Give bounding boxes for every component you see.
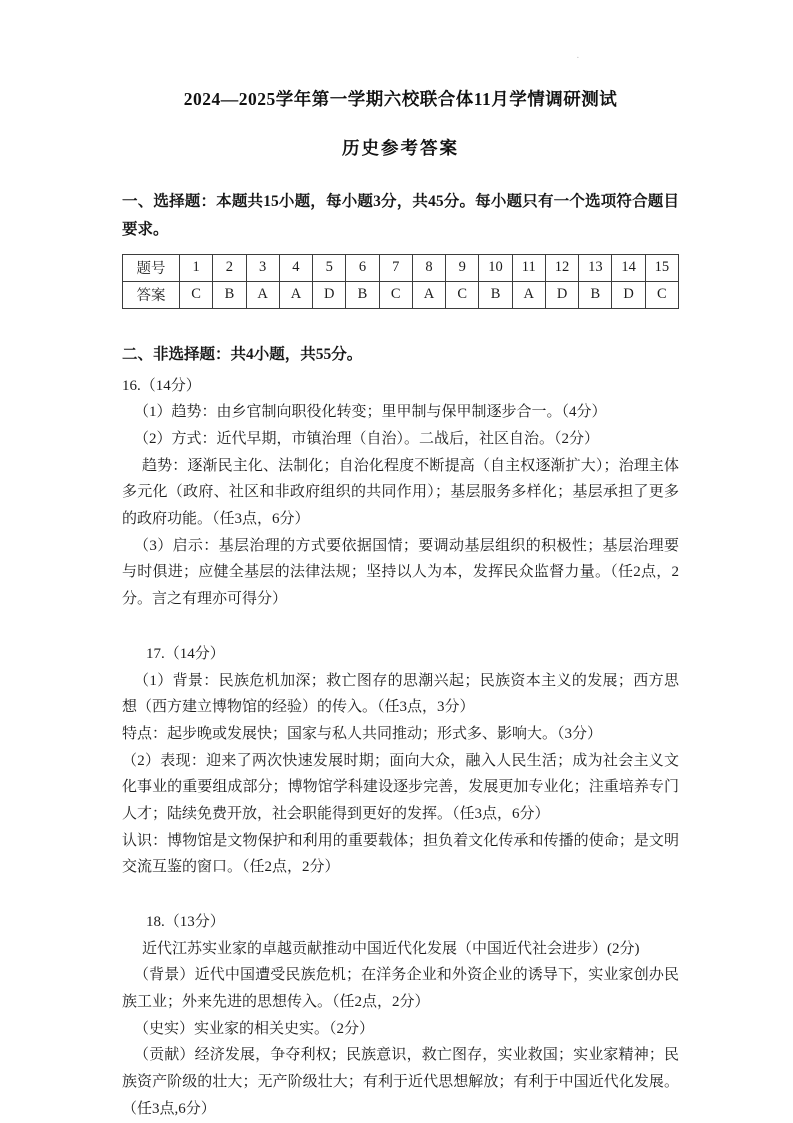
question-number-cell: 6 xyxy=(346,254,379,281)
q17-answer-paragraph: （1）背景：民族危机加深；救亡图存的思潮兴起；民族资本主义的发展；西方思想（西方建立博物馆的经验）的传入。（任3点，3分） xyxy=(122,672,679,716)
answer-cell: A xyxy=(512,281,545,308)
scan-artifact: · xyxy=(576,52,582,64)
question-number-cell: 14 xyxy=(612,254,645,281)
question-number-cell: 1 xyxy=(180,254,213,281)
answer-cell: C xyxy=(446,281,479,308)
q17-answer-paragraph: 特点：起步晚或发展快；国家与私人共同推动；形式多、影响大。（3分） xyxy=(122,725,603,742)
q16-answer-paragraph: （1）趋势：由乡官制向职役化转变；里甲制与保甲制逐步合一。（4分） xyxy=(134,404,607,421)
answer-cell: A xyxy=(246,281,279,308)
section-choice-heading: 一、选择题：本题共15小题，每小题3分，共45分。每小题只有一个选项符合题目要求。 xyxy=(122,193,679,238)
row-label-answer: 答案 xyxy=(123,281,180,308)
section-essay-heading: 二、非选择题：共4小题，共55分。 xyxy=(122,345,363,363)
question-number-cell: 3 xyxy=(246,254,279,281)
q16-answer-paragraph: （2）方式：近代早期，市镇治理（自治）。二战后，社区自治。（2分） xyxy=(134,431,600,448)
question-number-cell: 10 xyxy=(479,254,512,281)
exam-title: 2024—2025学年第一学期六校联合体11月学情调研测试 xyxy=(183,89,618,109)
q18-answer-paragraph: 近代江苏实业家的卓越贡献推动中国近代化发展（中国近代社会进步）(2分) xyxy=(142,940,640,957)
q16-answer-paragraph: 趋势：逐渐民主化、法制化；自治化程度不断提高（自主权逐渐扩大）；治理主体多元化（政府、社区和非政府组织的共同作用）；基层服务多样化；基层承担了更多的政府功能。（任3点，6分） xyxy=(122,457,679,528)
question-16-title: 16.（14分） xyxy=(122,377,201,394)
q16-answer-paragraph: （3）启示：基层治理的方式要依据国情；要调动基层组织的积极性；基层治理要与时俱进；应健全基层的法律法规；坚持以人为本，发挥民众监督力量。（任2点，2分。言之有理亦可得分） xyxy=(122,537,679,608)
answer-cell: C xyxy=(180,281,213,308)
question-17-block xyxy=(122,641,679,881)
question-18-title: 18.（13分） xyxy=(146,914,225,931)
question-16-block xyxy=(122,373,679,613)
answer-cell: D xyxy=(612,281,645,308)
answer-cell: B xyxy=(479,281,512,308)
answer-cell: D xyxy=(313,281,346,308)
q17-answer-paragraph: （2）表现：迎来了两次快速发展时期；面向大众，融入人民生活；成为社会主义文化事业的重要组成部分；博物馆学科建设逐步完善，发展更加专业化；注重培养专门人才；陆续免费开放，社会职能得到更好的发挥。（任3点，6分） xyxy=(122,752,679,822)
question-number-cell: 8 xyxy=(412,254,445,281)
answer-cell: B xyxy=(213,281,246,308)
question-number-cell: 2 xyxy=(213,254,246,281)
question-17-title: 17.（14分） xyxy=(146,645,225,662)
row-label-question-number: 题号 xyxy=(123,254,180,281)
answer-cell: A xyxy=(412,281,445,308)
question-18-block xyxy=(122,909,679,1123)
question-number-cell: 11 xyxy=(512,254,545,281)
q18-answer-paragraph: （背景）近代中国遭受民族危机；在洋务企业和外资企业的诱导下，实业家创办民族工业；外来先进的思想传入。（任2点，2分） xyxy=(122,967,679,1011)
answer-cell: D xyxy=(545,281,578,308)
q17-answer-paragraph: 认识：博物馆是文物保护和利用的重要载体；担负着文化传承和传播的使命；是文明交流互鉴的窗口。（任2点，2分） xyxy=(122,832,679,876)
answer-cell: B xyxy=(346,281,379,308)
question-number-cell: 5 xyxy=(313,254,346,281)
question-number-cell: 7 xyxy=(379,254,412,281)
table-row-answers xyxy=(123,281,679,308)
question-number-cell: 15 xyxy=(645,254,678,281)
answer-cell: B xyxy=(579,281,612,308)
table-row-numbers xyxy=(123,254,679,281)
question-number-cell: 12 xyxy=(545,254,578,281)
q18-answer-paragraph: （贡献）经济发展，争夺利权；民族意识，救亡图存，实业救国；实业家精神；民族资产阶级的壮大；无产阶级壮大；有利于近代思想解放；有利于中国近代化发展。（任3点,6分） xyxy=(122,1047,679,1117)
answer-cell: A xyxy=(279,281,312,308)
question-number-cell: 4 xyxy=(279,254,312,281)
q18-answer-paragraph: （史实）实业家的相关史实。（2分） xyxy=(134,1020,375,1037)
question-number-cell: 13 xyxy=(579,254,612,281)
question-number-cell: 9 xyxy=(446,254,479,281)
answer-table xyxy=(122,254,679,309)
answer-cell: C xyxy=(379,281,412,308)
exam-subtitle: 历史参考答案 xyxy=(342,138,459,158)
answer-cell: C xyxy=(645,281,678,308)
